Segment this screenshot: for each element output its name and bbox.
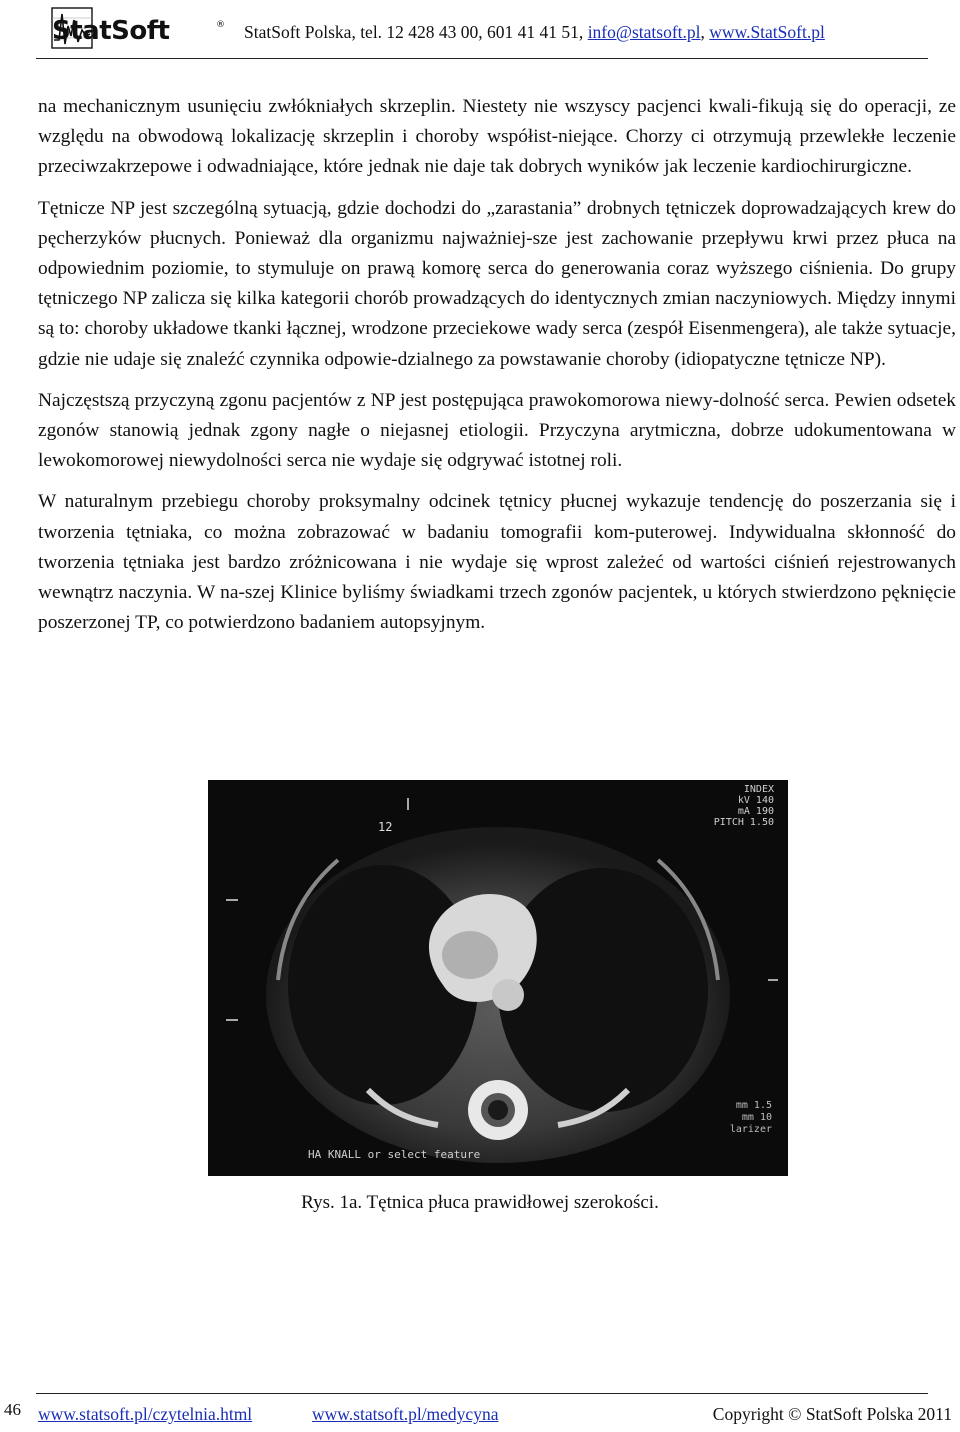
scan-overlay-bottom-right	[730, 1100, 772, 1136]
scan-overlay-bottom: HA KNALL or select feature	[308, 1148, 481, 1161]
paragraph: na mechanicznym usunięciu zwłókniałych skrzeplin. Niestety nie wszyscy pacjenci kwali-fikują się do operacji, ze względu na obwodową lokalizację skrzeplin i choroby współist-niejące. Chorzy ci otrzymują przewlekłe leczenie przeciwzakrzepowe i odwadniające, które jednak nie daje tak dobrych wyników jak leczenie kardiochirurgiczne.	[38, 96, 956, 178]
page-header	[0, 0, 960, 62]
scan-overlay-line: mm 1.5	[735, 1100, 772, 1111]
scan-label-top-left: 12	[378, 820, 393, 834]
contact-separator: ,	[700, 22, 710, 42]
footer-divider	[36, 1393, 928, 1394]
registered-mark: ®	[216, 20, 225, 30]
scan-overlay-line: larizer	[729, 1124, 772, 1135]
website-link[interactable]: www.StatSoft.pl	[709, 22, 825, 42]
scan-overlay-line: mA 190	[737, 806, 774, 817]
copyright-notice: Copyright © StatSoft Polska 2011	[712, 1404, 952, 1424]
ct-scan-drawing	[208, 780, 788, 1176]
paragraph: Najczęstszą przyczyną zgonu pacjentów z NP jest postępująca prawokomorowa niewy-dolność serca. Pewien odsetek zgonów stanowią jednak zgony nagłe o niejasnej etiologii. Przyczyna arytmiczna, dobrze udokumentowana w lewokomorowej niewydolności serca nie wydaje się odgrywać istotnej roli.	[38, 389, 956, 472]
czytelnia-link[interactable]: www.statsoft.pl/czytelnia.html	[38, 1404, 253, 1424]
scan-overlay-top-right	[714, 784, 774, 828]
ct-scan-image	[208, 780, 788, 1176]
paragraph: W naturalnym przebiegu choroby proksymalny odcinek tętnicy płucnej wykazuje tendencję do poszerzania się i tworzenia tętniaka, co można zobrazować w badaniu tomografii kom-puterowej. Indywidualna skłonność do tworzenia tętniaka jest bardzo zróżnicowana i nie wydaje się wprost zależeć od wartości ciśnień rejestrowanych wewnątrz naczynia. W na-szej Klinice byliśmy świadkami trzech zgonów pacjentek, u których stwierdzono pęknięcie poszerzonej TP, co potwierdzono badaniem autopsyjnym.	[38, 491, 956, 634]
header-contact	[244, 22, 825, 43]
logo-wordmark: StatSoft	[52, 16, 170, 46]
scan-overlay-line: PITCH 1.50	[713, 817, 774, 828]
scan-overlay-line: INDEX	[743, 784, 774, 795]
scan-overlay-line: kV 140	[737, 795, 774, 806]
email-link[interactable]: info@statsoft.pl	[587, 22, 701, 42]
paragraph: Tętnicze NP jest szczególną sytuacją, gdzie dochodzi do „zarastania” drobnych tętniczek doprowadzających krew do pęcherzyków płucnych. Ponieważ dla organizmu najważniej-sze jest zachowanie przepływu krwi przez płuca na odpowiednim poziomie, to stymuluje on prawą komorę serca do generowania coraz wyższego ciśnienia. Do grupy tętniczego NP zalicza się kilka kategorii chorób prowadzących do identycznych zmian naczyniowych. Między innymi są to: choroby układowe tkanki łącznej, wrodzone przeciekowe wady serca (zespół Eisenmengera), ale także sytuacje, gdzie nie udaje się znaleźć czynnika odpowie-dzialnego za powstawanie choroby (idiopatyczne tętnicze NP).	[38, 197, 956, 370]
medycyna-link[interactable]: www.statsoft.pl/medycyna	[312, 1404, 499, 1424]
scan-overlay-line: mm 10	[741, 1112, 772, 1123]
contact-text: StatSoft Polska, tel. 12 428 43 00, 601 41 41 51,	[244, 22, 588, 42]
header-divider	[36, 58, 928, 59]
page-number: 46	[4, 1400, 21, 1419]
article-body	[38, 92, 956, 649]
figure-caption: Rys. 1a. Tętnica płuca prawidłowej szerokości.	[301, 1192, 659, 1213]
